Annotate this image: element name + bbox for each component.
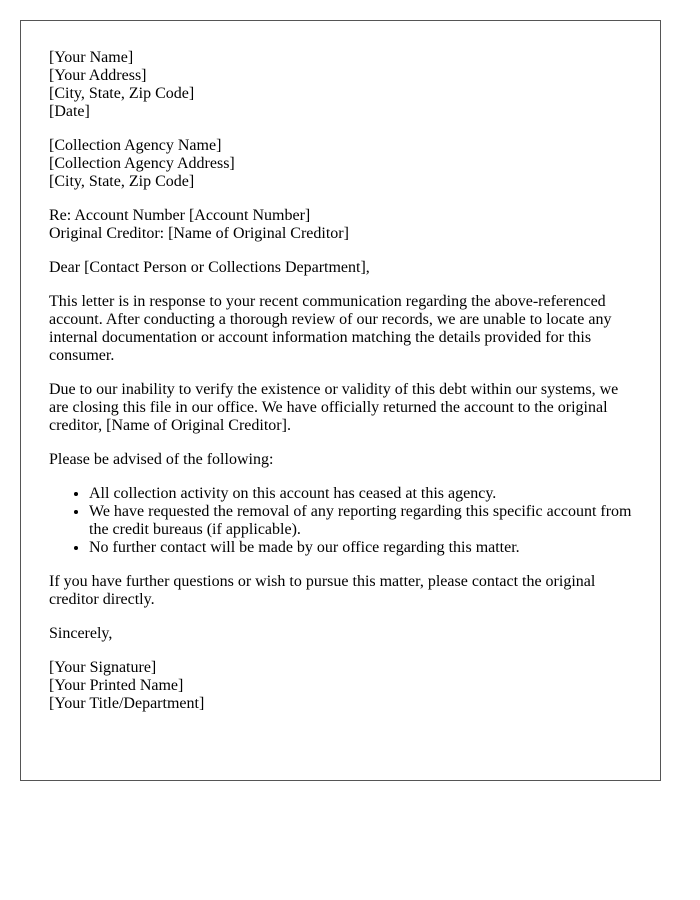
reference-block — [49, 207, 632, 243]
printed-name: [Your Printed Name] — [49, 677, 184, 694]
body-paragraph-3: If you have further questions or wish to pursue this matter, please contact the original creditor directly. — [49, 573, 596, 608]
signature-block — [49, 659, 632, 713]
sender-city: [City, State, Zip Code] — [49, 85, 195, 102]
sender-address: [Your Address] — [49, 67, 147, 84]
signature: [Your Signature] — [49, 659, 157, 676]
body-paragraph-2: Due to our inability to verify the existence or validity of this debt within our systems, we are closing this file in our office. We have officially returned the account to the original creditor, [Name of Original Creditor]. — [49, 381, 619, 434]
list-item: • All collection activity on this account has ceased at this agency. — [89, 485, 632, 503]
account-reference: Re: Account Number [Account Number] — [49, 207, 311, 224]
recipient-block — [49, 137, 632, 191]
closing: Sincerely, — [49, 625, 113, 642]
original-creditor: Original Creditor: [Name of Original Creditor] — [49, 225, 349, 242]
list-item: • We have requested the removal of any reporting regarding this specific account from the credit bureaus (if applicable). — [89, 503, 632, 539]
advisory-list — [49, 485, 632, 557]
salutation: Dear [Contact Person or Collections Department], — [49, 259, 370, 276]
recipient-name: [Collection Agency Name] — [49, 137, 222, 154]
body-paragraph-1: This letter is in response to your recent communication regarding the above-referenced account. After conducting a thorough review of our records, we are unable to locate any internal documentation or account information matching the details provided for this consumer. — [49, 293, 612, 364]
recipient-address: [Collection Agency Address] — [49, 155, 235, 172]
recipient-city: [City, State, Zip Code] — [49, 173, 195, 190]
sender-name: [Your Name] — [49, 49, 134, 66]
sender-block — [49, 49, 632, 121]
letter-date: [Date] — [49, 103, 90, 120]
letter — [20, 20, 661, 781]
list-item: • No further contact will be made by our office regarding this matter. — [89, 539, 632, 557]
advisory-intro: Please be advised of the following: — [49, 451, 274, 468]
title-department: [Your Title/Department] — [49, 695, 205, 712]
